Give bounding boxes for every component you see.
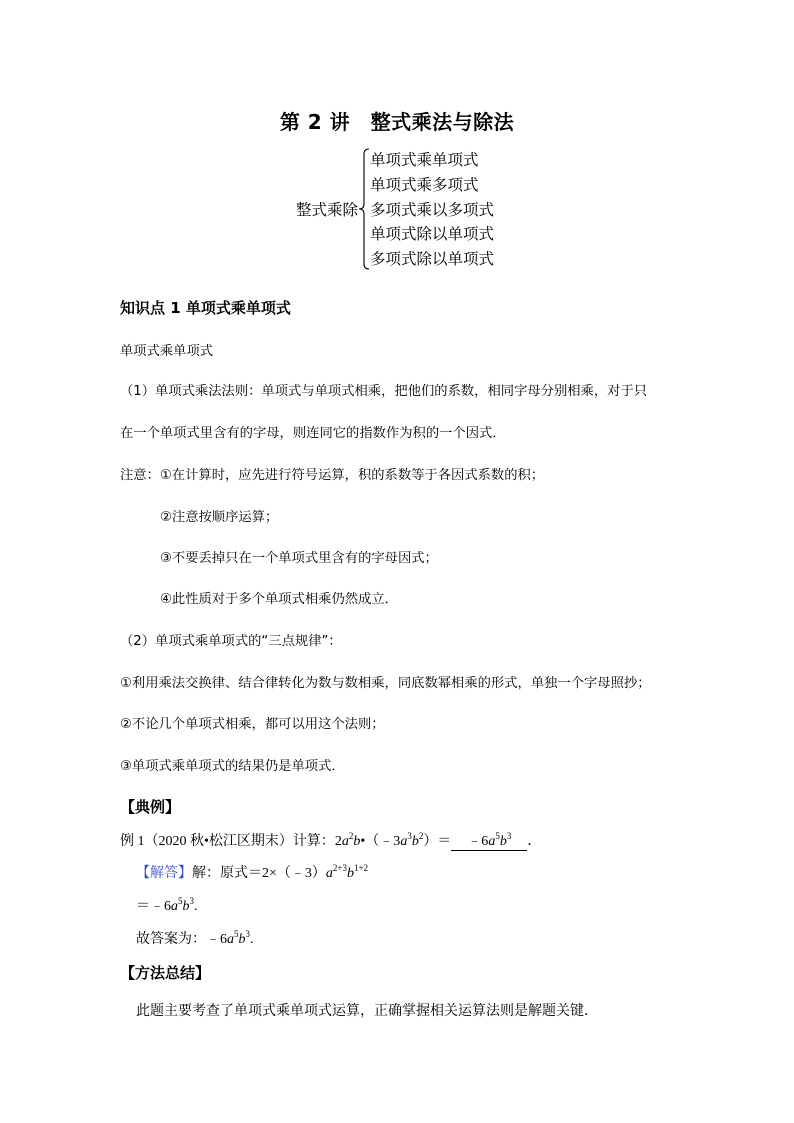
- solution-prefix: 解：原式＝2×（﹣3）: [192, 866, 326, 881]
- rule2-title: （2）单项式乘单项式的“三点规律”：: [120, 634, 342, 649]
- answer-tag: 【解答】: [136, 866, 192, 881]
- summary-text: 此题主要考查了单项式乘单项式运算，正确掌握相关运算法则是解题关键．: [136, 1004, 598, 1019]
- solution-conclusion: [136, 928, 254, 948]
- note-4: ④此性质对于多个单项式相乘仍然成立．: [160, 592, 398, 607]
- tree-item: 单项式乘多项式: [370, 175, 479, 194]
- rule-line-2: 在一个单项式里含有的字母，则连同它的指数作为积的一个因式．: [120, 426, 506, 441]
- example-heading: 【典例】: [120, 798, 181, 816]
- tree-item: 单项式除以单项式: [370, 225, 495, 244]
- page-title: 第 2 讲 整式乘法与除法: [279, 110, 515, 134]
- conclusion-expression: $a^5b^3$.: [227, 929, 254, 947]
- tree-item: 单项式乘单项式: [370, 151, 479, 169]
- tree-item: 多项式乘以多项式: [370, 200, 495, 219]
- law-1: ①利用乘法交换律、结合律转化为数与数相乘，同底数幂相乘的形式，单独一个字母照抄；: [120, 676, 651, 691]
- solution-line-2: [136, 895, 198, 915]
- left-brace-icon: [358, 148, 370, 270]
- example-expression: $2a^2b•(﹣3a^3b^2)=$: [334, 831, 452, 849]
- example-question: 例 1（2020 秋•松江区期末）计算：$2a^2b•(﹣3a^3b^2)=$ $﹣6a^5b^3$ ．: [120, 831, 542, 849]
- conclusion-prefix: 故答案为：﹣6: [136, 932, 227, 947]
- section-subheading: 单项式乘单项式: [120, 344, 214, 359]
- section-heading: 知识点 1 单项式乘单项式: [120, 299, 291, 317]
- summary-heading: 【方法总结】: [120, 964, 211, 982]
- rule-line-1: （1）单项式乘法法则：单项式与单项式相乘，把他们的系数，相同字母分别相乘，对于只: [120, 384, 648, 399]
- tree-items: [370, 148, 494, 272]
- answer-blank: $﹣6a^5b^3$: [451, 830, 527, 851]
- solution-expression: $a^{2+3}b^{1+2}$: [325, 863, 369, 881]
- tree-item: 多项式除以单项式: [370, 250, 495, 269]
- law-3: ③单项式乘单项式的结果仍是单项式．: [120, 759, 345, 774]
- step2-expression: $a^5b^3$.: [171, 896, 198, 914]
- note-2: ②注意按顺序运算；: [160, 510, 279, 525]
- step2-prefix: ＝﹣6: [136, 899, 171, 914]
- solution-line-1: [136, 862, 368, 882]
- note-1: 注意：①在计算时，应先进行符号运算，积的系数等于各因式系数的积；: [120, 468, 545, 483]
- law-2: ②不论几个单项式相乘，都可以用这个法则；: [120, 717, 385, 732]
- note-3: ③不要丢掉只在一个单项式里含有的字母因式；: [160, 551, 438, 566]
- example-prefix: 例 1（2020 秋•松江区期末）计算：: [120, 834, 335, 849]
- tree-root-label: 整式乘除: [296, 201, 359, 219]
